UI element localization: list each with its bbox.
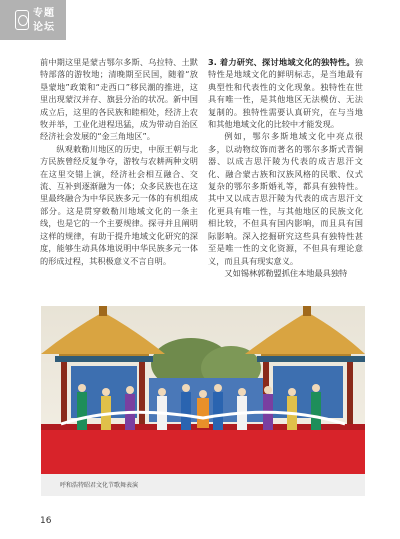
section-tab-line1: 专题 — [33, 8, 55, 19]
right-paragraph-1: 例如，鄂尔多斯地域文化中亮点很多，以动物纹饰而著名的鄂尔多斯式青铜器、以成吉思汗陵为代表的成吉思汗文化、融合蒙古族和汉族风格的民歌、仪式复杂的鄂尔多斯婚礼等，都具有独特性。其中又以成吉思汗陵为代表的成吉思汗文化更具有唯一性，与其他地区的民族文化相比较，不但具有国内影响，而且具有国际影响。深入挖掘研究这些具有独特性甚至是唯一性的文化资源，不但具有理论意义，而且具有现实意义。 — [208, 131, 363, 266]
right-paragraph-2: 又如锡林郭勒盟抓住本地最具独特 — [224, 267, 348, 278]
page-number: 16 — [40, 516, 52, 526]
right-column — [208, 56, 363, 279]
photo-caption: 呼和浩特昭君文化节歌舞表演 — [60, 482, 139, 489]
left-paragraph-2: 纵观敕勒川地区的历史，中原王朝与北方民族曾经反复争夺，游牧与农耕两种文明在这里交错上演，经济社会相互融合、交流、互补到逐渐融为一体；众多民族也在这里最终融合为中华民族多元一体的有机组成部分。这是贯穿敕勒川地域文化的一条主线，也是它的一个主要规律。探寻并且阐明这样的规律，有助于提升地域文化研究的深度，能够生动具体地说明中华民族多元一体的形成过程，其积极意义不言自明。 — [40, 143, 198, 266]
section-tab-line2: 论坛 — [33, 22, 55, 33]
left-column — [40, 56, 198, 267]
left-paragraph-1: 前中期这里是蒙古鄂尔多斯、乌拉特、土默特部落的游牧地；清晚期至民国，随着“放垦蒙地”政策和“走西口”移民潮的推进，这里出现蒙汉并存、旗县分治的状况。新中国成立后，这里的各民族和睦相处，经济上农牧并举，工业化进程迅猛，成为带动自治区经济社会发展的“金三角地区”。 — [40, 57, 198, 142]
festival-photo — [41, 306, 365, 474]
section-tab — [0, 0, 66, 40]
section-heading-body: 独特性是地域文化的鲜明标志，是当地最有典型性和代表性的文化现象。独特性在世具有唯一性，是其他地区无法模仿、无法复制的。独特性需要认真研究，在与当地和其他地域文化的比较中才能发现。 — [208, 57, 363, 130]
section-heading — [208, 56, 363, 130]
section-heading-title: 3. 着力研究、探讨地域文化的独特性。 — [208, 57, 355, 67]
frame-icon — [15, 10, 29, 30]
festival-photo-image — [41, 306, 365, 474]
